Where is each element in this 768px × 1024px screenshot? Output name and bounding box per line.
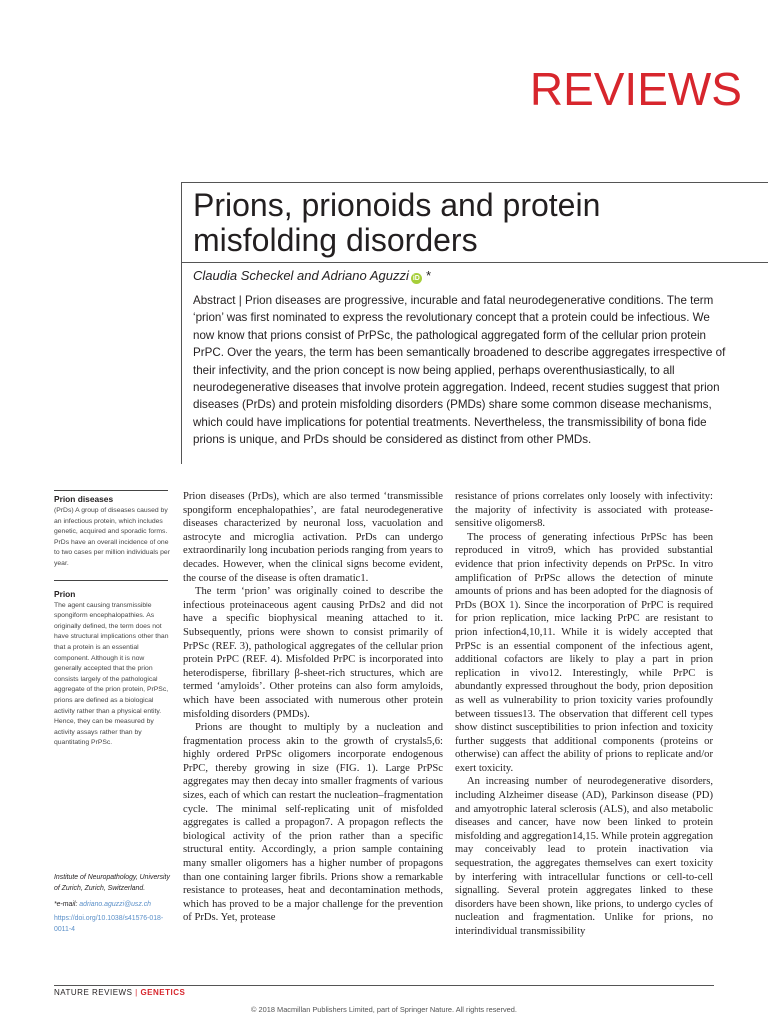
article-title: Prions, prionoids and protein misfolding disorders [193,187,601,258]
glossary-definition: (PrDs) A group of diseases caused by an infectious protein, which includes genetic, acquired and sporadic forms. PrDs have an overall incidence of one to two cases per million individuals per year. [54,507,170,567]
abstract: Abstract | Prion diseases are progressive, incurable and fatal neurodegenerative conditions. The term ‘prion’ was first nominated to express the revolutionary concept that a protein could be infectious. We now know that prions consist of PrPSc, the pathological aggregated form of the cellular prion protein PrPC. Over the years, the term has been semantically broadened to describe aggregates irrespective of their infectivity, and the prion concept is now being applied, perhaps overenthusiastically, to all neurodegenerative diseases that involve protein aggregation. Indeed, recent studies suggest that prion diseases (PrDs) and protein misfolding disorders (PMDs) share some common disease mechanisms, which could have implications for potential treatments. Nevertheless, the transmissibility of bona fide prions is unique, and PrDs should be considered as distinct from other PMDs. [193,294,726,447]
paragraph: The process of generating infectious PrPSc has been reproduced in vitro9, which has provided substantial evidence that prion infectivity depends on PrPSc. In vitro amplification of PrPSc allows the detection of minute amounts of prions and has been adopted for the diagnosis of PrDs (BOX 1). Since the incorporation of PrPC is required for prion replication, mice lacking PrPC are resistant to prion infection4,10,11. While it is widely accepted that PrPSc is an essential component of the infectious agent, additional cofactors are likely to play a part in prion replication in vivo12. Interestingly, while PrPC is abundantly expressed throughout the body, prion deposition as well as vulnerability to prion toxicity varies profoundly between tissues13. The observation that different cell types show distinct susceptibilities to prion infection and toxicity further suggests that additional components (proteins or otherwise) can affect the ability of prions to replicate and/or exert toxicity. [455,531,713,774]
paragraph: An increasing number of neurodegenerative disorders, including Alzheimer disease (AD), Parkinson disease (PD) and amyotrophic lateral sclerosis (ALS), and also metabolic diseases and cancer, have now been linked to protein misfolding and aggregation14,15. While protein aggregation may conceivably lead to protein inactivation via sequestration, the aggregates themselves can exert toxicity by interfering with intracellular functions or cell-to-cell signalling. Several protein aggregates linked to these disorders have been shown, like prions, to undergo cycles of nucleation and fragmentation. Unlike for prions, no interindividual transmissibility [455,776,713,937]
copyright: © 2018 Macmillan Publishers Limited, part of Springer Nature. All rights reserved. [251,1005,517,1014]
glossary-divider [54,580,168,581]
orcid-icon[interactable]: iD [412,275,420,282]
footer-rule [54,985,714,986]
sidebar-rule [54,490,168,491]
email-link[interactable]: adriano.aguzzi@usz.ch [79,901,152,908]
author-rule [181,262,768,263]
paragraph: resistance of prions correlates only loosely with infectivity: the majority of infectivity is associated with protease-sensitive oligomers8. [455,491,713,530]
body-column-1 [183,490,443,925]
authors: Claudia Scheckel and Adriano Aguzzi [193,268,409,283]
journal-title: NATURE REVIEWS [54,988,133,997]
paragraph: The term ‘prion’ was originally coined to describe the infectious proteinaceous agent causing PrDs2 and did not have a specific biophysical meaning attached to it. Subsequently, prions were shown to consist primarily of PrPSc (REF. 3), pathological aggregates of the cellular prion protein PrPC (REF. 4). Misfolded PrPC is incorporated into heterodisperse, fibrillary β-sheet-rich structures, which are termed ‘amyloids’. Other proteins can also form amyloids, which have been associated with numerous other protein misfolding disorders (PMDs). [183,586,443,720]
glossary-term: Prion [54,588,76,599]
affiliation: Institute of Neuropathology, University of Zurich, Zurich, Switzerland. [54,874,170,892]
journal-separator: | [132,988,141,997]
affiliation-block [54,872,172,935]
section-label: REVIEWS [529,63,742,115]
body-column-2 [455,490,713,939]
doi-link[interactable]: https://doi.org/10.1038/s41576-018-0011-4 [54,915,164,933]
corresponding-mark: * [425,268,431,283]
email-label: *e-mail: [54,901,80,908]
paragraph: Prions are thought to multiply by a nucleation and fragmentation process akin to the growth of crystals5,6: highly ordered PrPSc oligomers incorporate endogenous PrPC, thereby growing in size (FIG. 1). Large PrPSc aggregates may then decay into smaller fragments of various sizes, each of which can restart the nucleation–fragmentation cycle. The minimal self-replicating unit of misfolded aggregates is called a propagon7. A propagon reflects the biological activity of the prion rather than a specific structural entity. Accordingly, a prion sample containing many smaller oligomers has a higher number of propagons than one containing larger fibrils. Prions show a remarkable resistance to proteases, heat and decontamination methods, which has proved to be a major challenge for the prevention of PrDs. Yet, protease [183,722,443,924]
journal-subject: GENETICS [140,988,186,997]
glossary-definition: The agent causing transmissible spongiform encephalopathies. As originally defined, the term does not have structural implications other than that a protein is an essential component. Although it is now generally accepted that the prion consists largely of the pathological aggregate of the prion protein, PrPSc, prions are defined as a biological activity rather than a physical entity. Hence, they can be measured by activity assays rather than by quantitating PrPSc. [54,601,169,747]
glossary-sidebar [54,494,172,749]
journal-name [54,988,185,997]
glossary-term: Prion diseases [54,494,114,504]
title-rule [181,182,768,183]
email-line [54,899,172,910]
author-line [193,268,431,284]
title-rule-vertical [181,182,182,464]
paragraph: Prion diseases (PrDs), which are also termed ‘transmissible spongiform encephalopathies’, are fatal neurodegenerative diseases characterized by neuronal loss, vacuolation and astrocyte and microglia activation. PrDs can undergo extraordinarily long incubation periods ranging from years to decades. However, when the clinical signs become evident, the course of the disease is often dramatic1. [183,491,443,584]
